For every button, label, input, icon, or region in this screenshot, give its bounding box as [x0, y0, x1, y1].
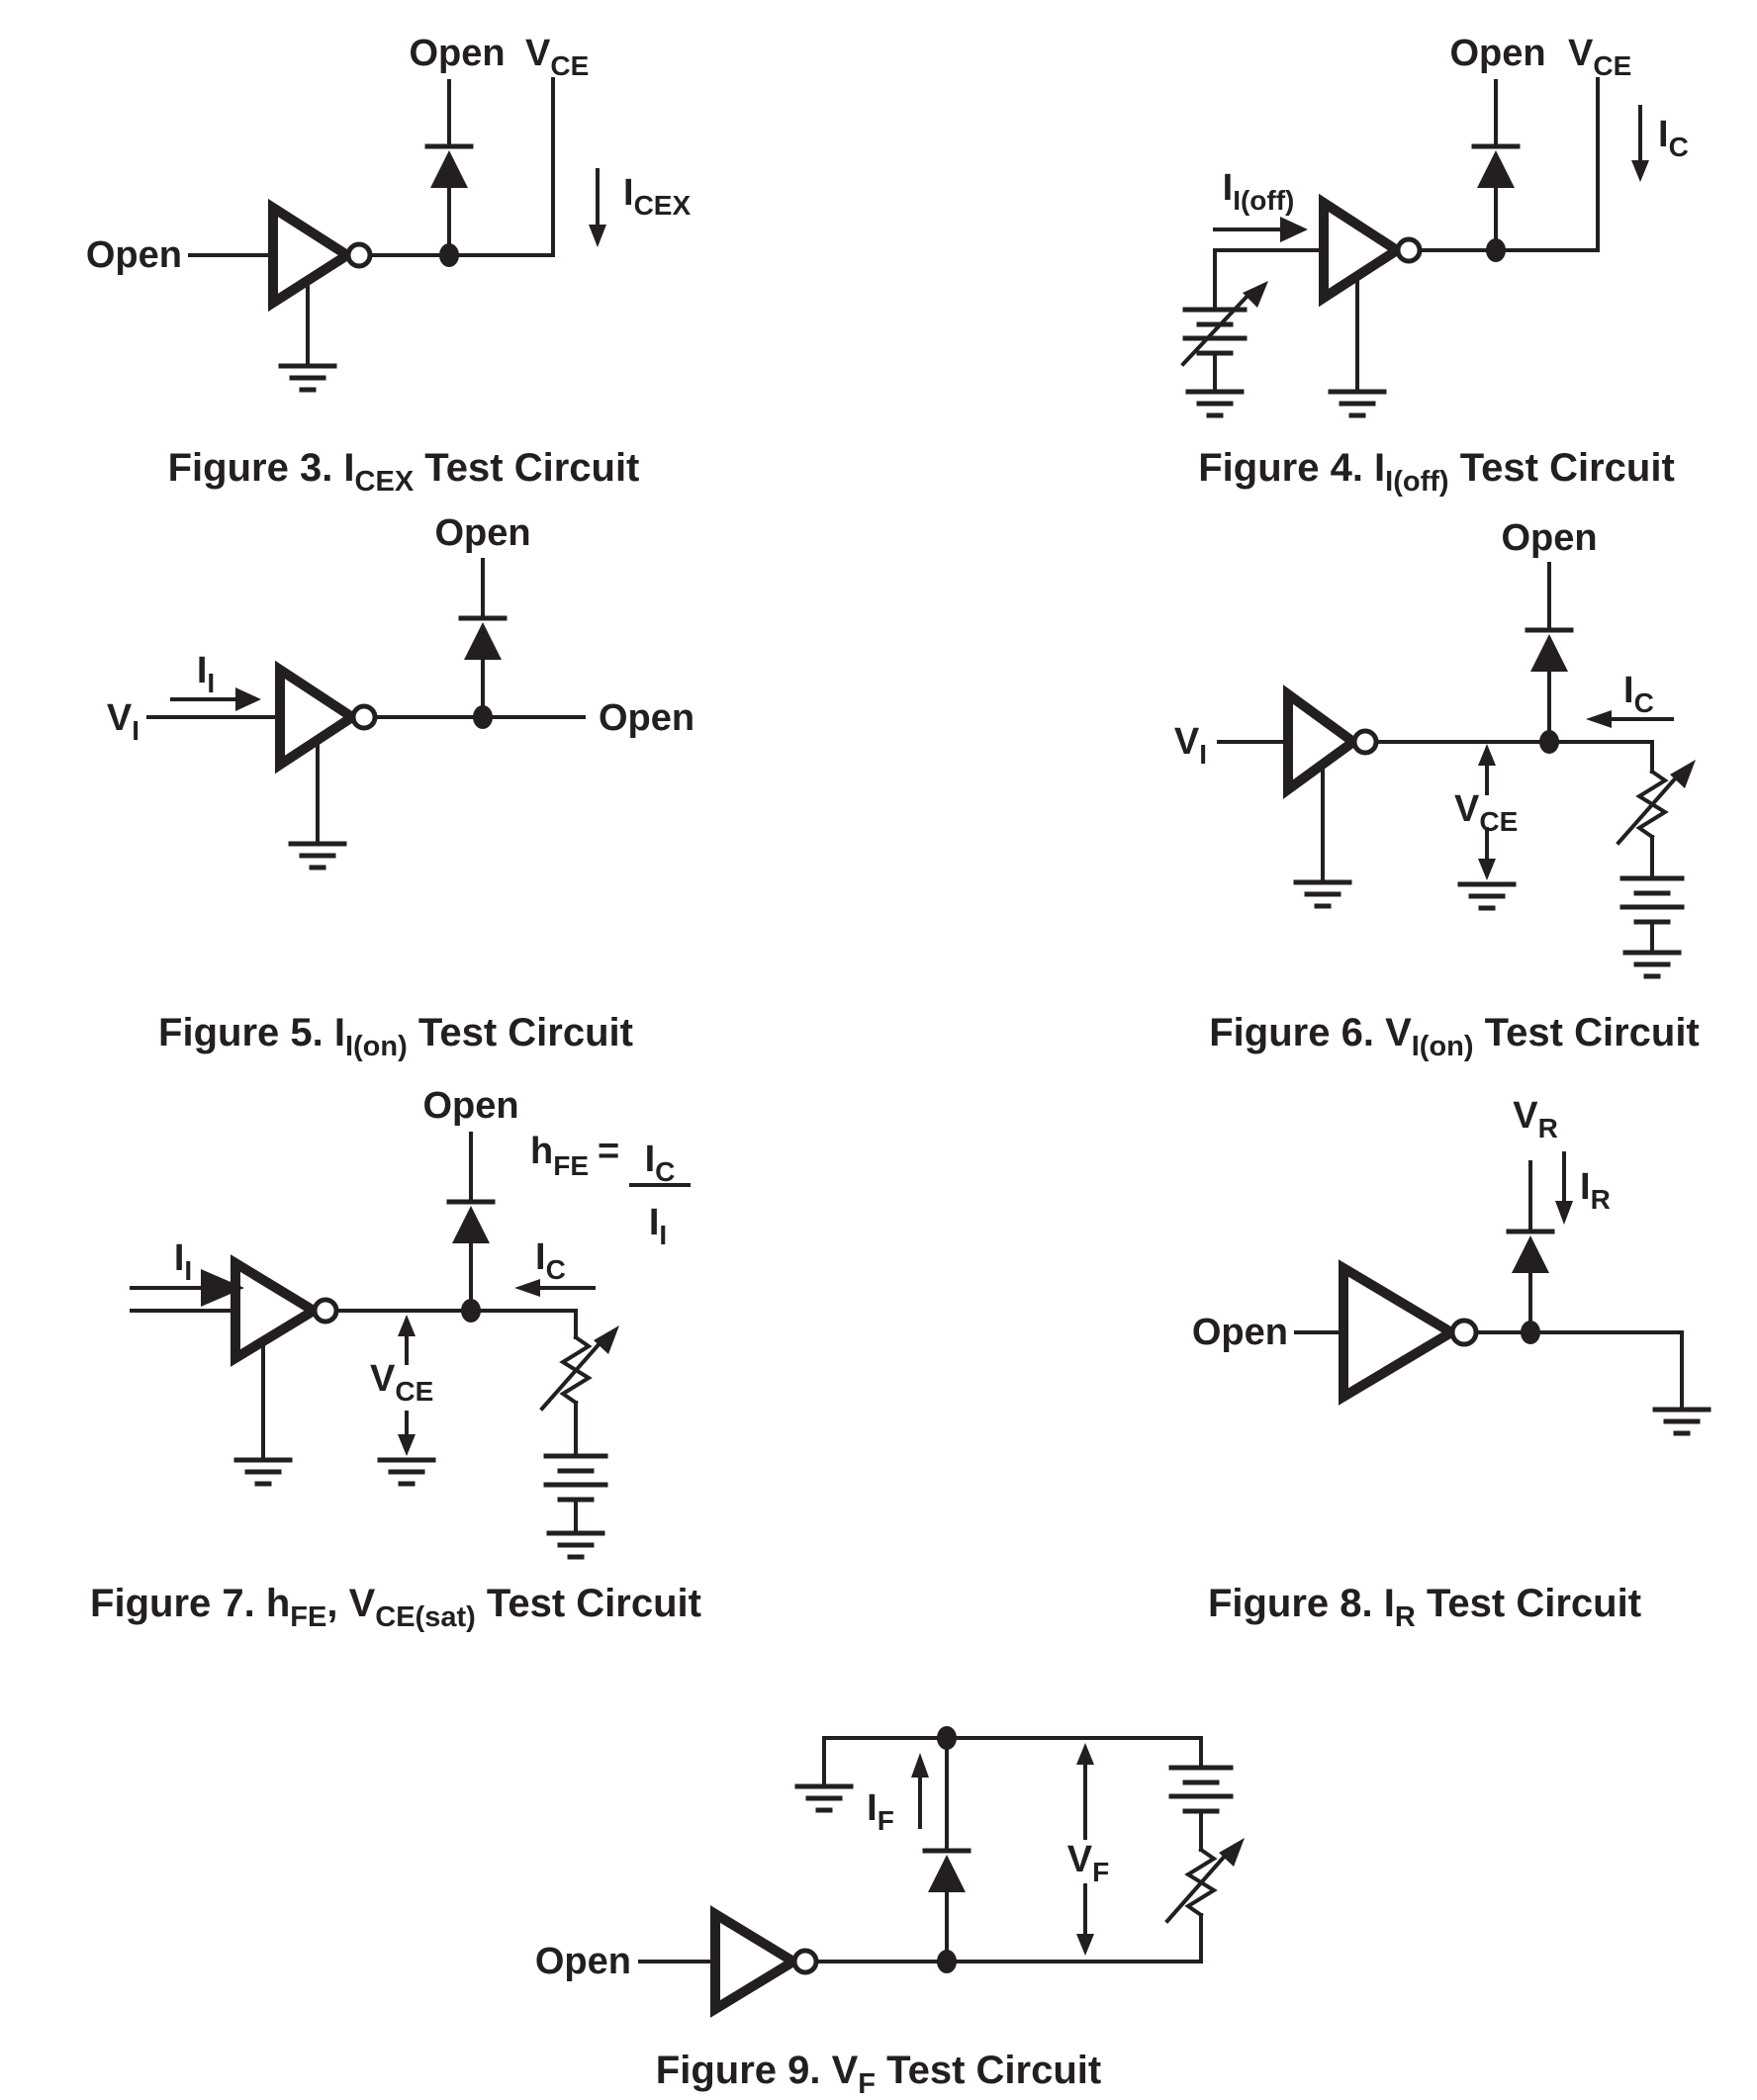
ground-icon: [1188, 392, 1242, 415]
figure-caption: Figure 5. $I_{I(on)}$ Test Circuit: [158, 1011, 633, 1062]
junction-dot: [461, 1299, 481, 1323]
diode-icon: [925, 1851, 969, 1892]
hfe-formula-numerator: $I_C$: [644, 1139, 676, 1187]
diode-icon: [427, 146, 471, 188]
figure-caption: Figure 6. $V_{I(on)}$ Test Circuit: [1209, 1011, 1700, 1062]
hfe-formula-equals: =: [598, 1131, 620, 1172]
vf-measure-down-arrowhead-icon: [1076, 1934, 1094, 1956]
wires: [1215, 79, 1598, 392]
vce-label: $V_{CE}$: [370, 1358, 434, 1407]
input-open-label: Open: [85, 234, 182, 276]
junction-dot: [1486, 238, 1506, 262]
vi-label: $V_I$: [106, 697, 139, 746]
input-open-label: Open: [534, 1941, 631, 1982]
figure-4-ii-off-test-circuit: [1183, 33, 1689, 498]
ic-current-arrowhead-icon: [1631, 160, 1649, 182]
figure-6-vi-on-test-circuit: [1174, 517, 1700, 1062]
ground-icon: [291, 844, 344, 867]
inverter-bubble-icon: [315, 1300, 336, 1322]
ir-current-arrowhead-icon: [1555, 1201, 1573, 1225]
ground-icon: [1460, 884, 1514, 908]
hfe-formula-denominator: $I_I$: [648, 1202, 668, 1250]
figure-7-hfe-vcesat-test-circuit: [90, 1085, 701, 1633]
figure-8-ir-test-circuit: [1192, 1095, 1709, 1633]
inverter-triangle-icon: [1324, 203, 1397, 298]
inverter-bubble-icon: [1354, 731, 1376, 753]
figure-caption: Figure 4. $I_{I(off)}$ Test Circuit: [1198, 446, 1675, 498]
diode-icon: [1474, 146, 1518, 188]
wires: [148, 560, 584, 844]
inverter-bubble-icon: [1452, 1321, 1476, 1344]
junction-dot: [1521, 1321, 1540, 1344]
icex-label: $I_{CEX}$: [623, 172, 692, 221]
ground-icon: [1296, 882, 1349, 906]
input-current-arrowhead-icon: [1280, 217, 1308, 242]
vce-measure-up-arrowhead-icon: [1478, 744, 1496, 766]
output-open-label: Open: [599, 697, 695, 739]
inverter-triangle-icon: [235, 1263, 314, 1358]
figure-3-icex-test-circuit: [86, 33, 692, 498]
vce-measure-down-arrowhead-icon: [398, 1434, 416, 1456]
battery-icon: [1622, 878, 1682, 922]
ic-current-arrowhead-icon: [1586, 710, 1612, 728]
ground-icon: [797, 1786, 851, 1810]
input-open-label: Open: [1191, 1312, 1288, 1353]
vce-measure-up-arrowhead-icon: [398, 1315, 416, 1336]
inverter-triangle-icon: [273, 208, 347, 303]
ic-label: $I_C$: [1658, 114, 1689, 162]
ii-label: $I_I$: [196, 650, 216, 698]
variable-resistor-icon: [1618, 760, 1696, 843]
diode-open-label: Open: [409, 33, 506, 74]
junction-dot: [937, 1726, 957, 1750]
if-current-arrowhead-icon: [911, 1753, 929, 1778]
figure-caption: Figure 3. $I_{CEX}$ Test Circuit: [167, 446, 640, 498]
battery-adjust-arrowhead-icon: [1243, 281, 1268, 308]
diode-open-label: Open: [422, 1085, 519, 1127]
ground-icon: [1655, 1410, 1709, 1433]
ic-current-arrowhead-icon: [514, 1279, 540, 1297]
vf-measure-up-arrowhead-icon: [1076, 1743, 1094, 1765]
ground-icon: [281, 366, 334, 390]
vce-label: $V_{CE}$: [525, 33, 590, 81]
ic-label: $I_C$: [1623, 670, 1654, 718]
variable-resistor-icon: [1167, 1838, 1245, 1921]
vce-label: $V_{CE}$: [1454, 788, 1519, 837]
junction-dot: [439, 243, 459, 267]
inverter-bubble-icon: [1398, 239, 1420, 261]
ground-icon: [380, 1460, 433, 1484]
vce-label: $V_{CE}$: [1568, 33, 1632, 81]
input-current-arrowhead-icon: [235, 687, 261, 711]
diode-icon: [1509, 1232, 1552, 1273]
vr-label: $V_R$: [1513, 1095, 1558, 1143]
figure-caption: Figure 7. $h_{FE}$, $V_{CE(sat)}$ Test Circuit: [90, 1582, 701, 1633]
inverter-triangle-icon: [1343, 1268, 1451, 1397]
diode-icon: [449, 1202, 493, 1243]
ground-icon: [549, 1533, 602, 1557]
inverter-bubble-icon: [794, 1951, 816, 1972]
junction-dot: [937, 1950, 957, 1973]
ic-label: $I_C$: [535, 1236, 566, 1285]
figure-caption: Figure 8. $I_R$ Test Circuit: [1207, 1582, 1642, 1633]
icex-current-arrowhead-icon: [589, 225, 606, 247]
diode-icon: [1527, 630, 1571, 672]
diode-icon: [461, 618, 505, 660]
figure-caption: Figure 9. $V_F$ Test Circuit: [655, 2049, 1102, 2100]
if-label: $I_F$: [867, 1787, 894, 1836]
vce-measure-down-arrowhead-icon: [1478, 859, 1496, 880]
ground-icon: [236, 1460, 290, 1484]
inverter-bubble-icon: [353, 706, 375, 728]
vf-label: $V_F$: [1066, 1839, 1110, 1887]
variable-resistor-icon: [542, 1325, 619, 1409]
vi-label: $V_I$: [1173, 721, 1207, 770]
junction-dot: [473, 705, 493, 729]
ground-icon: [1331, 392, 1384, 415]
diode-open-label: Open: [1501, 517, 1598, 559]
ii-label: $I_I$: [173, 1237, 193, 1286]
inverter-bubble-icon: [348, 244, 370, 266]
ii-off-label: $I_{I(off)}$: [1222, 167, 1295, 216]
diode-open-label: Open: [434, 512, 531, 554]
diode-open-label: Open: [1449, 33, 1546, 74]
wires: [132, 1134, 576, 1533]
battery-icon: [546, 1456, 605, 1500]
figure-5-ii-on-test-circuit: [107, 512, 694, 1062]
ground-icon: [1625, 953, 1679, 976]
hfe-formula: [530, 1131, 689, 1250]
junction-dot: [1539, 730, 1559, 754]
wires: [190, 79, 553, 366]
hfe-formula-lhs: $h_{FE}$: [530, 1131, 589, 1181]
ir-label: $I_R$: [1580, 1166, 1611, 1215]
figure-9-vf-test-circuit: [535, 1726, 1245, 2100]
inverter-triangle-icon: [715, 1914, 793, 2009]
battery-icon: [1171, 1768, 1231, 1811]
